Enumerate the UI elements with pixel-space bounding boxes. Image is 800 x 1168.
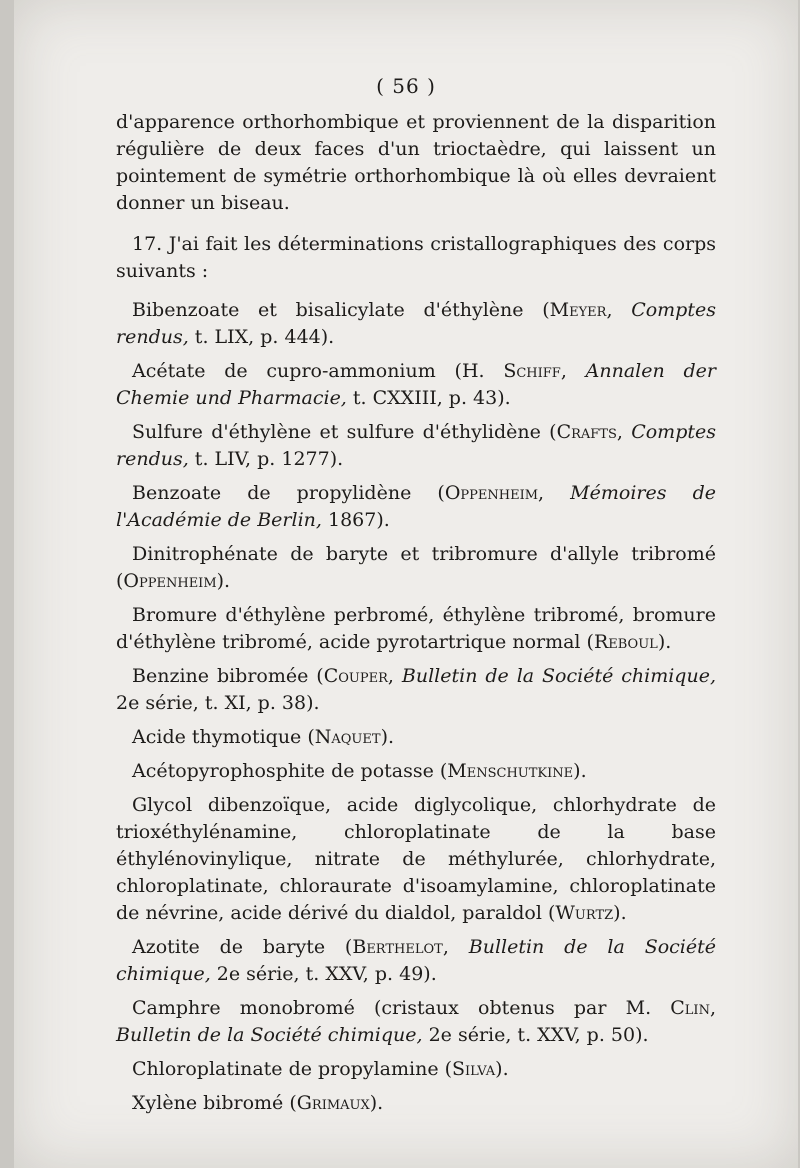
entry-text: Acide thymotique (	[132, 726, 315, 748]
compound-entry	[116, 419, 716, 473]
compound-entry	[116, 358, 716, 412]
compound-entry	[116, 602, 716, 656]
entry-text: ).	[495, 1058, 509, 1080]
compound-entry	[116, 297, 716, 351]
entry-citation: t. LIV, p. 1277).	[188, 448, 344, 470]
entry-text: Benzine bibromée (	[132, 665, 324, 687]
compound-entry	[116, 724, 716, 751]
entry-author: Berthelot	[352, 936, 443, 958]
compound-entry	[116, 541, 716, 595]
entry-author: Schiff	[503, 360, 561, 382]
compound-entry	[116, 934, 716, 988]
entry-text: ).	[369, 1092, 384, 1114]
entry-text: ,	[709, 997, 716, 1019]
entry-reference: Annalen der Chemie und Pharmacie,	[116, 360, 717, 409]
entry-text: Xylène bibromé (	[132, 1092, 297, 1114]
page-number: ( 56 )	[376, 74, 436, 98]
intro-paragraph: d'apparence orthorhombique et proviennent de la disparition régulière de deux faces d'un trioctaèdre, qui laissent un pointement de symétrie orthorhombique là où elles devraient donner un biseau.	[116, 111, 716, 214]
entry-citation: t. CXXIII, p. 43).	[346, 387, 511, 409]
entry-reference: Bulletin de la Société chimique,	[116, 1024, 423, 1046]
section-17-heading: 17. J'ai fait les déterminations cristallographiques des corps suivants :	[116, 233, 716, 282]
entry-text: ).	[613, 902, 627, 924]
compound-entry	[116, 1056, 716, 1083]
entry-citation: t. LIX, p. 444).	[188, 326, 335, 348]
entry-text: Acétopyrophosphite de potasse (	[132, 760, 448, 782]
entry-text: Bromure d'éthylène perbromé, éthylène tribromé, bromure d'éthylène tribromé, acide pyrotartrique normal (	[116, 604, 716, 653]
entry-reference: Bulletin de la Société chimique,	[116, 936, 716, 985]
entry-text: ,	[616, 421, 632, 443]
entry-author: Couper	[323, 665, 388, 687]
entry-reference: Bulletin de la Société chimique,	[401, 665, 716, 687]
entry-text: ,	[442, 936, 469, 958]
entry-text: ,	[606, 299, 632, 321]
entry-author: Clin	[670, 997, 710, 1019]
compound-list	[116, 297, 716, 1117]
compound-entry	[116, 1090, 716, 1117]
entry-text: ,	[387, 665, 402, 687]
entry-text: ,	[560, 360, 586, 382]
entry-author: Crafts	[556, 421, 617, 443]
entry-author: Menschutkine	[447, 760, 574, 782]
entry-text: Bibenzoate et bisalicylate d'éthylène (	[132, 299, 550, 321]
entry-text: ).	[216, 570, 231, 592]
entry-author: Grimaux	[296, 1092, 370, 1114]
entry-author: Reboul	[593, 631, 658, 653]
entry-text: ).	[657, 631, 672, 653]
entry-text: Dinitrophénate de baryte et tribromure d'allyle tribromé (	[116, 543, 716, 592]
entry-text: Azotite de baryte (	[132, 936, 353, 958]
entry-text: Glycol dibenzoïque, acide diglycolique, chlorhydrate de trioxéthylénamine, chloroplatinate de la base éthylénovinylique, nitrate de méthylurée, chlorhydrate, chloroplatinate, chloraurate d'isoamylamine, chloroplatinate de névrine, acide dérivé du dialdol, paraldol (	[116, 794, 716, 924]
entry-reference: Mémoires de l'Académie de Berlin,	[116, 482, 716, 531]
entry-citation: 2e série, t. XXV, p. 49).	[210, 963, 437, 985]
entry-text: Acétate de cupro-ammonium (H.	[132, 360, 504, 382]
entry-citation: 2e série, t. XXV, p. 50).	[422, 1024, 649, 1046]
compound-entry	[116, 995, 716, 1049]
entry-text: Sulfure d'éthylène et sulfure d'éthylidène (	[132, 421, 557, 443]
entry-text: Camphre monobromé (cristaux obtenus par M.	[132, 997, 671, 1019]
entry-author: Wurtz	[555, 902, 614, 924]
entry-author: Naquet	[314, 726, 381, 748]
entry-text: Chloroplatinate de propylamine (	[132, 1058, 453, 1080]
entry-author: Oppenheim	[444, 482, 539, 504]
entry-reference: Comptes rendus,	[116, 421, 716, 470]
body-text	[116, 109, 716, 1117]
entry-reference: Comptes rendus,	[116, 299, 716, 348]
compound-entry	[116, 792, 716, 927]
entry-author: Meyer	[549, 299, 607, 321]
entry-author: Oppenheim	[123, 570, 217, 592]
entry-text: Benzoate de propylidène (	[132, 482, 445, 504]
compound-entry	[116, 663, 716, 717]
entry-author: Silva	[452, 1058, 496, 1080]
compound-entry	[116, 480, 716, 534]
entry-citation: 2e série, t. XI, p. 38).	[116, 692, 320, 714]
book-page	[14, 0, 798, 1168]
entry-text: ).	[573, 760, 587, 782]
compound-entry	[116, 758, 716, 785]
entry-citation: 1867).	[321, 509, 390, 531]
entry-text: ).	[380, 726, 395, 748]
entry-text: ,	[538, 482, 571, 504]
